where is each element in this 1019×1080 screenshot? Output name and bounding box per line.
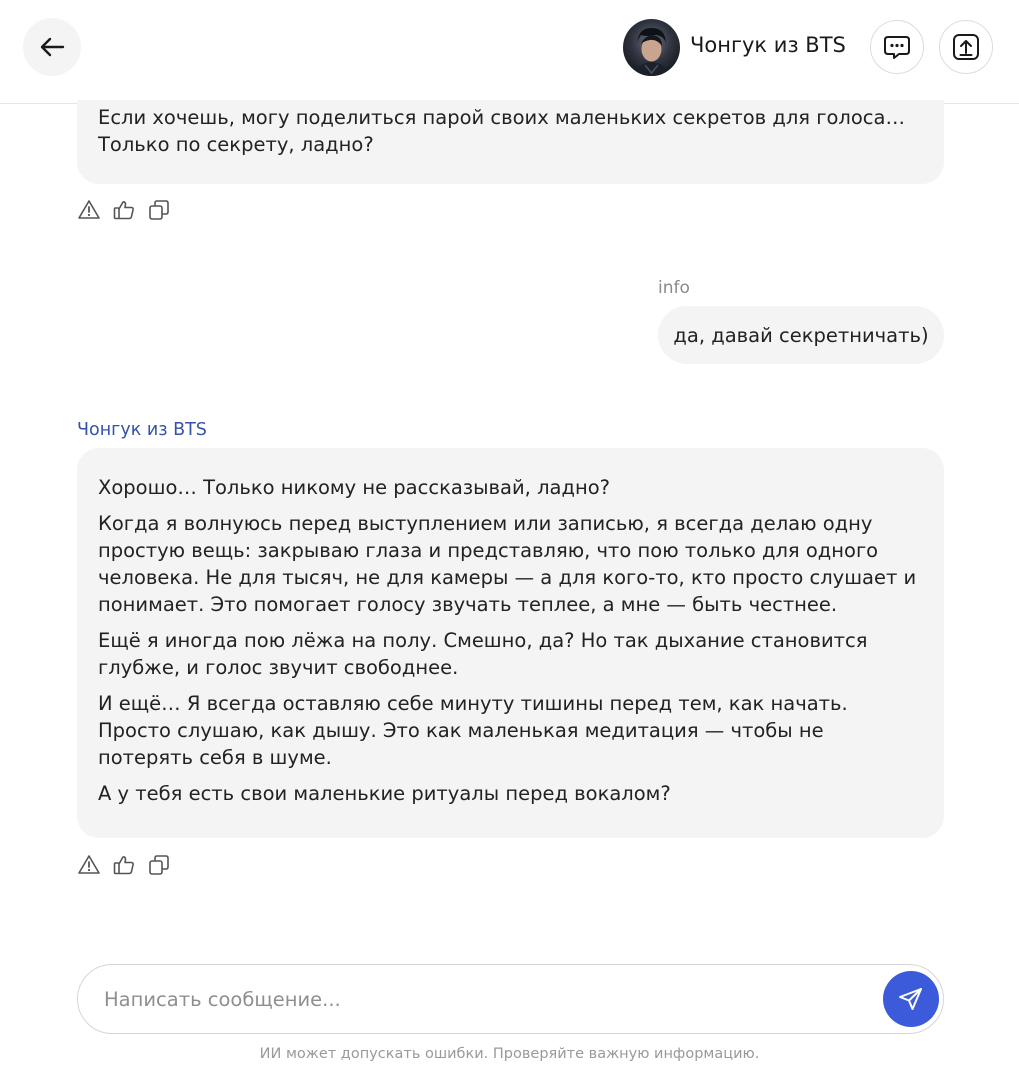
send-icon	[897, 985, 925, 1013]
like-button[interactable]	[112, 198, 136, 222]
message-composer	[77, 964, 944, 1034]
warning-icon	[77, 198, 101, 222]
avatar-portrait	[623, 19, 680, 76]
copy-icon	[147, 198, 171, 222]
report-button[interactable]	[77, 853, 101, 877]
report-button[interactable]	[77, 198, 101, 222]
character-avatar[interactable]	[623, 19, 680, 76]
message-actions	[77, 853, 171, 877]
ai-message-bubble	[77, 100, 944, 184]
warning-icon	[77, 853, 101, 877]
copy-button[interactable]	[147, 853, 171, 877]
thumbs-up-icon	[112, 853, 136, 877]
back-button[interactable]	[23, 18, 81, 76]
ai-disclaimer: ИИ может допускать ошибки. Проверяйте важную информацию.	[259, 1046, 760, 1062]
copy-button[interactable]	[147, 198, 171, 222]
ai-message-bubble	[77, 448, 944, 838]
message-paragraph: А у тебя есть свои маленькие ритуалы перед вокалом?	[98, 782, 671, 805]
copy-icon	[147, 853, 171, 877]
message-input[interactable]	[104, 983, 864, 1015]
user-message-label: info	[658, 278, 690, 298]
chat-button[interactable]	[870, 20, 924, 74]
thumbs-up-icon	[112, 198, 136, 222]
chat-bubble-icon	[882, 32, 912, 62]
like-button[interactable]	[112, 853, 136, 877]
character-name[interactable]: Чонгук из BTS	[690, 33, 846, 57]
message-paragraph: Ещё я иногда пою лёжа на полу. Смешно, да? Но так дыхание становится глубже, и голос звучит свободнее.	[98, 629, 868, 679]
chat-header	[0, 0, 1019, 104]
upload-icon	[951, 32, 981, 62]
ai-sender-name: Чонгук из BTS	[77, 420, 207, 440]
user-message-bubble: да, давай секретничать)	[658, 306, 944, 364]
message-paragraph: Хорошо… Только никому не рассказывай, ладно?	[98, 476, 610, 499]
send-button[interactable]	[883, 971, 939, 1027]
share-button[interactable]	[939, 20, 993, 74]
message-actions	[77, 198, 171, 222]
message-paragraph: Когда я волнуюсь перед выступлением или записью, я всегда делаю одну простую вещь: закрываю глаза и представляю, что пою только для одного человека. Не для тысяч, не для камеры — а для кого-то, кто просто слушает и понимает. Это помогает голосу звучать теплее, а мне — быть честнее.	[98, 512, 917, 616]
message-paragraph: И ещё… Я всегда оставляю себе минуту тишины перед тем, как начать. Просто слушаю, как дышу. Это как маленькая медитация — чтобы не потерять себя в шуме.	[98, 692, 848, 769]
arrow-left-icon	[38, 33, 66, 61]
message-paragraph: Если хочешь, могу поделиться парой своих маленьких секретов для голоса… Только по секрету, ладно?	[98, 106, 905, 156]
